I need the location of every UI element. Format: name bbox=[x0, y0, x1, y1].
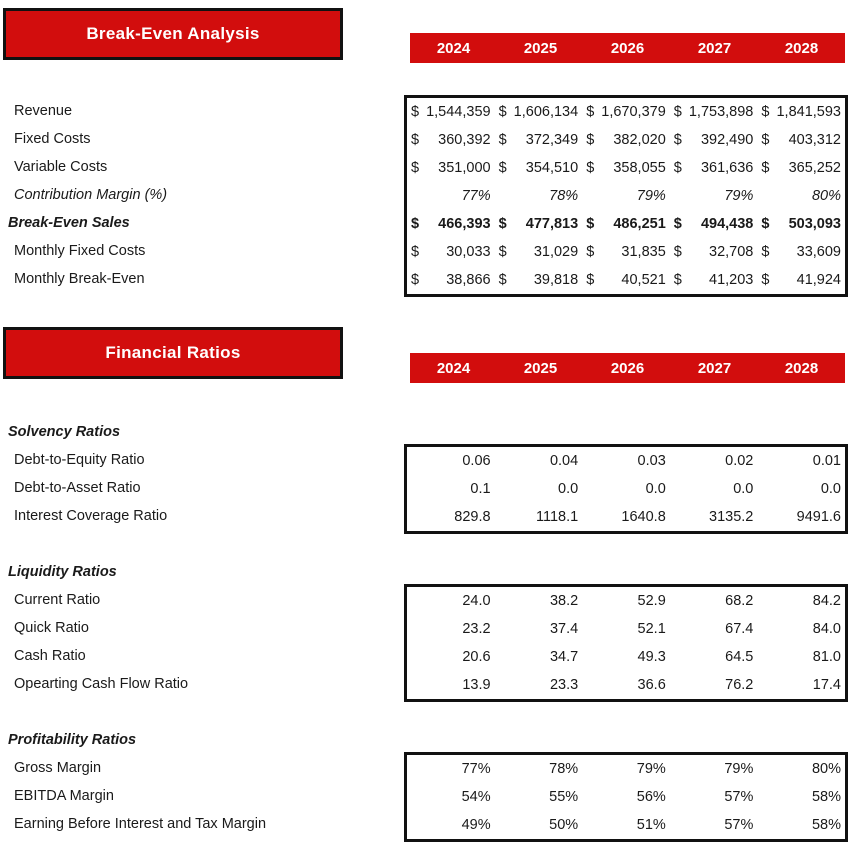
cell-value: 358,055 bbox=[613, 160, 666, 176]
cell-value: 41,203 bbox=[709, 272, 754, 288]
financial-ratios-year-2024: 2024 bbox=[436, 359, 471, 377]
cell-opearting-cash-flow-ratio-2027 bbox=[670, 671, 758, 699]
break-even-analysis-banner bbox=[3, 8, 343, 60]
cell-current-ratio-2025 bbox=[495, 587, 583, 615]
financial-ratios-year-2026: 2026 bbox=[610, 359, 645, 377]
cell-value: 24.0 bbox=[462, 593, 491, 609]
cell-opearting-cash-flow-ratio-2024 bbox=[407, 671, 495, 699]
cell-value: 1,606,134 bbox=[513, 104, 579, 120]
cell-value: 56% bbox=[636, 789, 666, 805]
profitability-ratios-data-table bbox=[404, 752, 848, 842]
cell-cash-ratio-2027 bbox=[670, 643, 758, 671]
table-row bbox=[407, 447, 845, 475]
cell-earning-before-interest-and-tax-margin-2028 bbox=[757, 811, 845, 839]
cell-value: 403,312 bbox=[788, 132, 841, 148]
cell-value: 79% bbox=[636, 188, 666, 204]
currency-symbol: $ bbox=[673, 104, 682, 120]
group-heading-liquidity-ratios: Liquidity Ratios bbox=[8, 564, 117, 580]
cell-value: 67.4 bbox=[725, 621, 754, 637]
cell-value: 55% bbox=[549, 789, 579, 805]
break-even-year-2025: 2025 bbox=[523, 39, 558, 57]
cell-cash-ratio-2028 bbox=[757, 643, 845, 671]
row-label-debt-to-equity-ratio: Debt-to-Equity Ratio bbox=[14, 452, 145, 468]
cell-break-even-sales-2028 bbox=[757, 210, 845, 238]
cell-gross-margin-2025 bbox=[495, 755, 583, 783]
cell-fixed-costs-2025 bbox=[495, 126, 583, 154]
cell-value: 0.02 bbox=[725, 453, 754, 469]
cell-value: 80% bbox=[811, 761, 841, 777]
cell-value: 77% bbox=[461, 188, 491, 204]
cell-value: 33,609 bbox=[796, 244, 841, 260]
break-even-year-2027: 2027 bbox=[697, 39, 732, 57]
table-row bbox=[407, 126, 845, 154]
cell-value: 351,000 bbox=[438, 160, 491, 176]
cell-break-even-sales-2026 bbox=[582, 210, 670, 238]
cell-debt-to-asset-ratio-2024 bbox=[407, 475, 495, 503]
table-row bbox=[407, 811, 845, 839]
table-row bbox=[407, 210, 845, 238]
currency-symbol: $ bbox=[498, 272, 507, 288]
currency-symbol: $ bbox=[498, 132, 507, 148]
cell-value: 0.06 bbox=[462, 453, 491, 469]
solvency-ratios-data-table bbox=[404, 444, 848, 534]
cell-value: 0.0 bbox=[645, 481, 666, 497]
cell-debt-to-equity-ratio-2025 bbox=[495, 447, 583, 475]
row-label-current-ratio: Current Ratio bbox=[14, 592, 101, 608]
cell-gross-margin-2026 bbox=[582, 755, 670, 783]
cell-debt-to-equity-ratio-2027 bbox=[670, 447, 758, 475]
cell-value: 382,020 bbox=[613, 132, 666, 148]
cell-debt-to-asset-ratio-2025 bbox=[495, 475, 583, 503]
cell-fixed-costs-2027 bbox=[670, 126, 758, 154]
cell-value: 31,029 bbox=[533, 244, 579, 260]
cell-monthly-break-even-2026 bbox=[582, 266, 670, 294]
cell-revenue-2025 bbox=[495, 98, 583, 126]
cell-value: 79% bbox=[724, 761, 754, 777]
cell-value: 0.0 bbox=[733, 481, 754, 497]
currency-symbol: $ bbox=[761, 132, 770, 148]
cell-value: 829.8 bbox=[454, 509, 491, 525]
cell-value: 1,841,593 bbox=[776, 104, 841, 120]
cell-interest-coverage-ratio-2026 bbox=[582, 503, 670, 531]
cell-current-ratio-2026 bbox=[582, 587, 670, 615]
cell-interest-coverage-ratio-2028 bbox=[757, 503, 845, 531]
cell-value: 0.1 bbox=[470, 481, 491, 497]
cell-opearting-cash-flow-ratio-2025 bbox=[495, 671, 583, 699]
cell-earning-before-interest-and-tax-margin-2025 bbox=[495, 811, 583, 839]
table-row bbox=[407, 615, 845, 643]
table-row bbox=[407, 154, 845, 182]
row-label-variable-costs: Variable Costs bbox=[14, 159, 108, 175]
cell-monthly-fixed-costs-2027 bbox=[670, 238, 758, 266]
label-spacer bbox=[8, 698, 398, 726]
financial-ratios-banner bbox=[3, 327, 343, 379]
cell-fixed-costs-2026 bbox=[582, 126, 670, 154]
row-label-revenue: Revenue bbox=[14, 103, 73, 119]
financial-ratios-title: Financial Ratios bbox=[105, 343, 241, 362]
financial-ratios-year-2025: 2025 bbox=[523, 359, 558, 377]
cell-monthly-break-even-2027 bbox=[670, 266, 758, 294]
row-label-ebitda-margin: EBITDA Margin bbox=[14, 788, 114, 804]
cell-value: 13.9 bbox=[462, 677, 491, 693]
group-heading-solvency-ratios: Solvency Ratios bbox=[8, 424, 121, 440]
cell-value: 32,708 bbox=[709, 244, 754, 260]
break-even-year-2026: 2026 bbox=[610, 39, 645, 57]
cell-value: 81.0 bbox=[812, 649, 841, 665]
cell-value: 50% bbox=[549, 817, 579, 833]
cell-value: 360,392 bbox=[438, 132, 491, 148]
table-row bbox=[407, 266, 845, 294]
cell-quick-ratio-2027 bbox=[670, 615, 758, 643]
cell-debt-to-equity-ratio-2026 bbox=[582, 447, 670, 475]
cell-contribution-margin-2028 bbox=[757, 182, 845, 210]
cell-current-ratio-2027 bbox=[670, 587, 758, 615]
cell-debt-to-asset-ratio-2027 bbox=[670, 475, 758, 503]
cell-ebitda-margin-2026 bbox=[582, 783, 670, 811]
cell-value: 37.4 bbox=[549, 621, 579, 637]
profitability-table bbox=[407, 755, 845, 839]
financial-ratios-year-2028: 2028 bbox=[784, 359, 819, 377]
cell-value: 466,393 bbox=[438, 216, 491, 232]
cell-value: 84.2 bbox=[812, 593, 841, 609]
currency-symbol: $ bbox=[673, 244, 682, 260]
cell-value: 31,835 bbox=[621, 244, 666, 260]
cell-variable-costs-2026 bbox=[582, 154, 670, 182]
cell-current-ratio-2024 bbox=[407, 587, 495, 615]
cell-fixed-costs-2028 bbox=[757, 126, 845, 154]
cell-revenue-2024 bbox=[407, 98, 495, 126]
cell-monthly-fixed-costs-2028 bbox=[757, 238, 845, 266]
cell-value: 49.3 bbox=[637, 649, 666, 665]
cell-ebitda-margin-2028 bbox=[757, 783, 845, 811]
row-label-monthly-break-even: Monthly Break-Even bbox=[14, 271, 145, 287]
cell-debt-to-asset-ratio-2026 bbox=[582, 475, 670, 503]
cell-earning-before-interest-and-tax-margin-2024 bbox=[407, 811, 495, 839]
cell-value: 52.9 bbox=[637, 593, 666, 609]
cell-value: 494,438 bbox=[700, 216, 754, 232]
cell-value: 361,636 bbox=[700, 160, 754, 176]
cell-value: 76.2 bbox=[725, 677, 754, 693]
cell-ebitda-margin-2027 bbox=[670, 783, 758, 811]
cell-contribution-margin-2024 bbox=[407, 182, 495, 210]
liquidity-ratios-data-table bbox=[404, 584, 848, 702]
cell-value: 1,544,359 bbox=[426, 104, 491, 120]
currency-symbol: $ bbox=[673, 160, 682, 176]
cell-value: 51% bbox=[636, 817, 666, 833]
cell-monthly-break-even-2024 bbox=[407, 266, 495, 294]
currency-symbol: $ bbox=[498, 160, 507, 176]
cell-revenue-2026 bbox=[582, 98, 670, 126]
cell-value: 0.0 bbox=[820, 481, 841, 497]
currency-symbol: $ bbox=[498, 216, 507, 232]
row-label-fixed-costs: Fixed Costs bbox=[14, 131, 91, 147]
row-label-quick-ratio: Quick Ratio bbox=[14, 620, 89, 636]
table-row bbox=[407, 503, 845, 531]
cell-value: 41,924 bbox=[796, 272, 841, 288]
currency-symbol: $ bbox=[761, 216, 770, 232]
cell-debt-to-equity-ratio-2028 bbox=[757, 447, 845, 475]
currency-symbol: $ bbox=[411, 216, 420, 232]
cell-value: 57% bbox=[724, 817, 754, 833]
cell-value: 0.0 bbox=[558, 481, 579, 497]
currency-symbol: $ bbox=[586, 160, 595, 176]
row-label-cash-ratio: Cash Ratio bbox=[14, 648, 86, 664]
row-label-contribution-margin: Contribution Margin (%) bbox=[14, 187, 168, 203]
liquidity-table bbox=[407, 587, 845, 699]
cell-value: 23.3 bbox=[549, 677, 579, 693]
financial-ratios-label-column bbox=[8, 418, 398, 838]
cell-value: 0.01 bbox=[812, 453, 841, 469]
cell-earning-before-interest-and-tax-margin-2026 bbox=[582, 811, 670, 839]
currency-symbol: $ bbox=[586, 216, 595, 232]
cell-value: 0.03 bbox=[637, 453, 666, 469]
cell-value: 78% bbox=[549, 761, 579, 777]
cell-value: 9491.6 bbox=[796, 509, 841, 525]
financial-ratios-year-2027: 2027 bbox=[697, 359, 732, 377]
cell-value: 392,490 bbox=[700, 132, 754, 148]
cell-value: 80% bbox=[811, 188, 841, 204]
cell-cash-ratio-2025 bbox=[495, 643, 583, 671]
cell-opearting-cash-flow-ratio-2026 bbox=[582, 671, 670, 699]
currency-symbol: $ bbox=[411, 104, 420, 120]
cell-value: 58% bbox=[811, 817, 841, 833]
cell-value: 40,521 bbox=[621, 272, 666, 288]
group-heading-profitability-ratios: Profitability Ratios bbox=[8, 732, 137, 748]
cell-gross-margin-2028 bbox=[757, 755, 845, 783]
break-even-label-column bbox=[8, 97, 398, 293]
currency-symbol: $ bbox=[411, 244, 420, 260]
cell-monthly-fixed-costs-2025 bbox=[495, 238, 583, 266]
row-label-interest-coverage-ratio: Interest Coverage Ratio bbox=[14, 508, 168, 524]
cell-monthly-fixed-costs-2026 bbox=[582, 238, 670, 266]
cell-current-ratio-2028 bbox=[757, 587, 845, 615]
break-even-data-table bbox=[404, 95, 848, 297]
cell-value: 38.2 bbox=[549, 593, 579, 609]
cell-value: 52.1 bbox=[637, 621, 666, 637]
table-row bbox=[407, 671, 845, 699]
cell-value: 17.4 bbox=[812, 677, 841, 693]
cell-value: 64.5 bbox=[725, 649, 754, 665]
cell-interest-coverage-ratio-2027 bbox=[670, 503, 758, 531]
cell-value: 23.2 bbox=[462, 621, 491, 637]
cell-interest-coverage-ratio-2024 bbox=[407, 503, 495, 531]
row-label-opearting-cash-flow-ratio: Opearting Cash Flow Ratio bbox=[14, 676, 189, 692]
cell-value: 1,670,379 bbox=[601, 104, 666, 120]
cell-monthly-fixed-costs-2024 bbox=[407, 238, 495, 266]
cell-contribution-margin-2026 bbox=[582, 182, 670, 210]
cell-revenue-2027 bbox=[670, 98, 758, 126]
cell-monthly-break-even-2028 bbox=[757, 266, 845, 294]
table-row bbox=[407, 98, 845, 126]
cell-value: 57% bbox=[724, 789, 754, 805]
cell-ebitda-margin-2025 bbox=[495, 783, 583, 811]
cell-break-even-sales-2025 bbox=[495, 210, 583, 238]
row-label-debt-to-asset-ratio: Debt-to-Asset Ratio bbox=[14, 480, 141, 496]
cell-value: 0.04 bbox=[549, 453, 579, 469]
cell-value: 1118.1 bbox=[535, 509, 579, 525]
table-row bbox=[407, 587, 845, 615]
cell-value: 49% bbox=[461, 817, 491, 833]
break-even-year-2024: 2024 bbox=[436, 39, 471, 57]
cell-quick-ratio-2025 bbox=[495, 615, 583, 643]
cell-value: 354,510 bbox=[525, 160, 579, 176]
cell-opearting-cash-flow-ratio-2028 bbox=[757, 671, 845, 699]
cell-earning-before-interest-and-tax-margin-2027 bbox=[670, 811, 758, 839]
cell-value: 79% bbox=[724, 188, 754, 204]
solvency-table bbox=[407, 447, 845, 531]
cell-cash-ratio-2026 bbox=[582, 643, 670, 671]
cell-value: 68.2 bbox=[725, 593, 754, 609]
currency-symbol: $ bbox=[586, 104, 595, 120]
table-row bbox=[407, 755, 845, 783]
break-even-year-2028: 2028 bbox=[784, 39, 819, 57]
cell-value: 79% bbox=[636, 761, 666, 777]
currency-symbol: $ bbox=[586, 132, 595, 148]
cell-quick-ratio-2028 bbox=[757, 615, 845, 643]
cell-value: 1,753,898 bbox=[688, 104, 754, 120]
currency-symbol: $ bbox=[673, 132, 682, 148]
cell-value: 486,251 bbox=[613, 216, 666, 232]
table-row bbox=[407, 238, 845, 266]
cell-gross-margin-2024 bbox=[407, 755, 495, 783]
cell-value: 503,093 bbox=[788, 216, 841, 232]
cell-fixed-costs-2024 bbox=[407, 126, 495, 154]
cell-value: 34.7 bbox=[549, 649, 579, 665]
row-label-earning-before-interest-and-tax-margin: Earning Before Interest and Tax Margin bbox=[14, 816, 267, 832]
currency-symbol: $ bbox=[586, 272, 595, 288]
cell-value: 78% bbox=[549, 188, 579, 204]
break-even-analysis-title: Break-Even Analysis bbox=[86, 24, 260, 43]
currency-symbol: $ bbox=[411, 160, 420, 176]
currency-symbol: $ bbox=[761, 244, 770, 260]
cell-interest-coverage-ratio-2025 bbox=[495, 503, 583, 531]
currency-symbol: $ bbox=[761, 272, 770, 288]
cell-value: 77% bbox=[461, 761, 491, 777]
break-even-table bbox=[407, 98, 845, 294]
cell-value: 20.6 bbox=[462, 649, 491, 665]
row-label-break-even-sales: Break-Even Sales bbox=[8, 215, 130, 231]
cell-value: 1640.8 bbox=[621, 509, 666, 525]
cell-contribution-margin-2027 bbox=[670, 182, 758, 210]
cell-value: 365,252 bbox=[788, 160, 841, 176]
cell-variable-costs-2024 bbox=[407, 154, 495, 182]
cell-revenue-2028 bbox=[757, 98, 845, 126]
table-row bbox=[407, 643, 845, 671]
cell-cash-ratio-2024 bbox=[407, 643, 495, 671]
table-row bbox=[407, 783, 845, 811]
row-label-gross-margin: Gross Margin bbox=[14, 760, 102, 776]
table-row bbox=[407, 475, 845, 503]
currency-symbol: $ bbox=[673, 272, 682, 288]
cell-value: 372,349 bbox=[525, 132, 579, 148]
cell-value: 30,033 bbox=[446, 244, 491, 260]
currency-symbol: $ bbox=[498, 244, 507, 260]
table-row bbox=[407, 182, 845, 210]
currency-symbol: $ bbox=[673, 216, 682, 232]
cell-contribution-margin-2025 bbox=[495, 182, 583, 210]
break-even-year-header bbox=[410, 33, 845, 63]
currency-symbol: $ bbox=[761, 160, 770, 176]
cell-debt-to-asset-ratio-2028 bbox=[757, 475, 845, 503]
cell-variable-costs-2028 bbox=[757, 154, 845, 182]
cell-gross-margin-2027 bbox=[670, 755, 758, 783]
cell-value: 58% bbox=[811, 789, 841, 805]
cell-ebitda-margin-2024 bbox=[407, 783, 495, 811]
cell-variable-costs-2027 bbox=[670, 154, 758, 182]
cell-value: 84.0 bbox=[812, 621, 841, 637]
cell-break-even-sales-2024 bbox=[407, 210, 495, 238]
cell-value: 39,818 bbox=[533, 272, 579, 288]
cell-quick-ratio-2024 bbox=[407, 615, 495, 643]
currency-symbol: $ bbox=[498, 104, 507, 120]
row-label-monthly-fixed-costs: Monthly Fixed Costs bbox=[14, 243, 146, 259]
cell-value: 54% bbox=[461, 789, 491, 805]
currency-symbol: $ bbox=[761, 104, 770, 120]
currency-symbol: $ bbox=[411, 272, 420, 288]
cell-monthly-break-even-2025 bbox=[495, 266, 583, 294]
cell-quick-ratio-2026 bbox=[582, 615, 670, 643]
currency-symbol: $ bbox=[411, 132, 420, 148]
cell-variable-costs-2025 bbox=[495, 154, 583, 182]
cell-value: 477,813 bbox=[525, 216, 579, 232]
cell-debt-to-equity-ratio-2024 bbox=[407, 447, 495, 475]
currency-symbol: $ bbox=[586, 244, 595, 260]
financial-ratios-year-header bbox=[410, 353, 845, 383]
cell-value: 3135.2 bbox=[709, 509, 754, 525]
label-spacer bbox=[8, 530, 398, 558]
cell-value: 36.6 bbox=[637, 677, 666, 693]
cell-break-even-sales-2027 bbox=[670, 210, 758, 238]
cell-value: 38,866 bbox=[446, 272, 491, 288]
